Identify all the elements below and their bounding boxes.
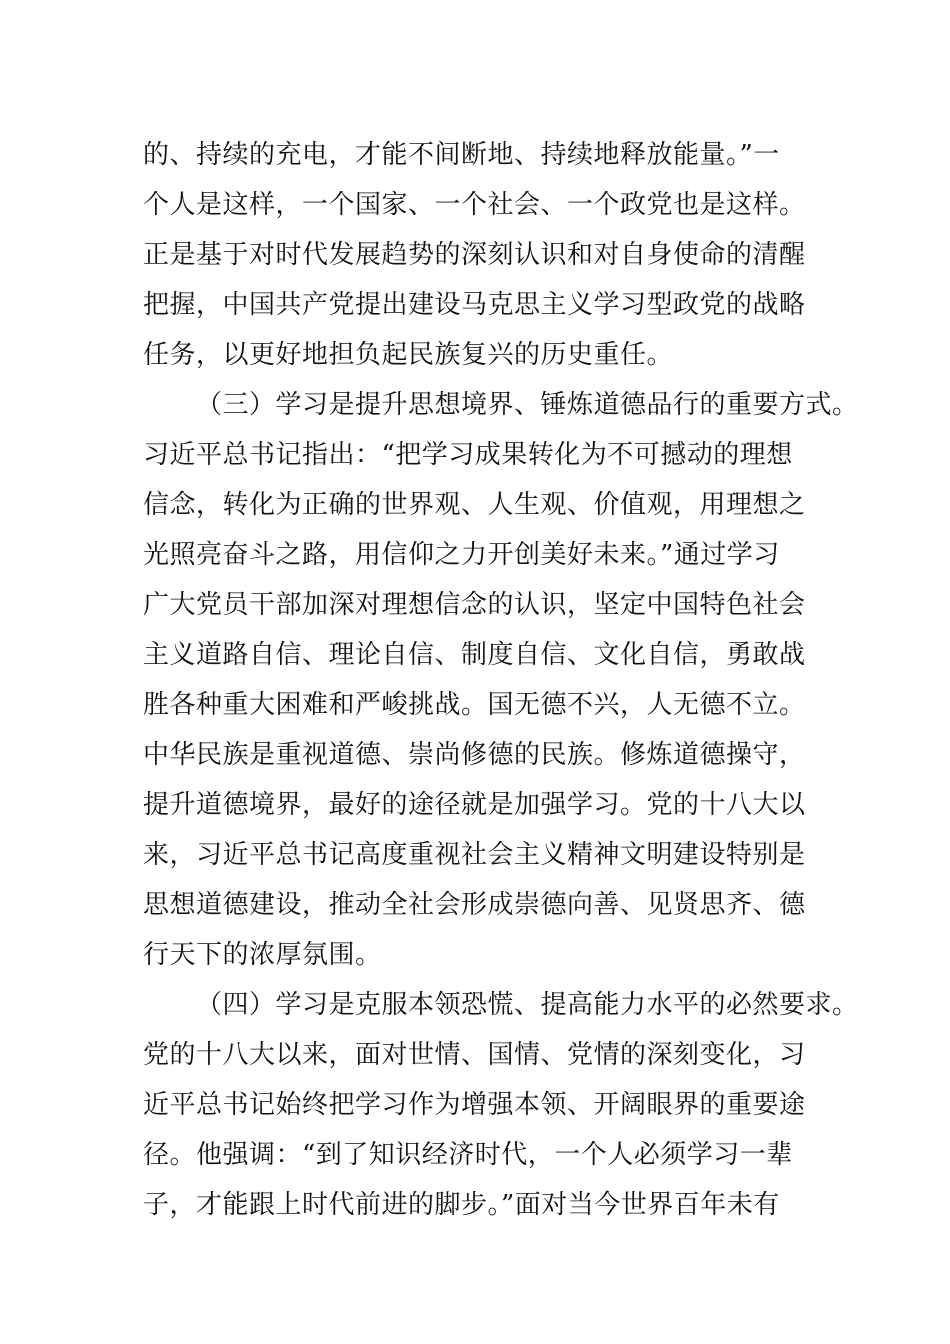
text-line: 正是基于对时代发展趋势的深刻认识和对自身使命的清醒 bbox=[143, 240, 806, 270]
text-line: 信念，转化为正确的世界观、人生观、价值观，用理想之 bbox=[143, 490, 806, 520]
section-heading-four: （四）学习是克服本领恐慌、提高能力水平的必然要求。 bbox=[196, 990, 859, 1020]
section-heading-three: （三）学习是提升思想境界、锤炼道德品行的重要方式。 bbox=[196, 390, 859, 420]
text-line: 提升道德境界，最好的途径就是加强学习。党的十八大以 bbox=[143, 790, 806, 820]
text-line: 径。他强调：“到了知识经济时代，一个人必须学习一辈 bbox=[143, 1140, 793, 1170]
text-line: 党的十八大以来，面对世情、国情、党情的深刻变化，习 bbox=[143, 1040, 806, 1070]
text-line: 行天下的浓厚氛围。 bbox=[143, 940, 382, 970]
text-line: 胜各种重大困难和严峻挑战。国无德不兴，人无德不立。 bbox=[143, 690, 806, 720]
text-line: 思想道德建设，推动全社会形成崇德向善、见贤思齐、德 bbox=[143, 890, 806, 920]
text-line: 广大党员干部加深对理想信念的认识，坚定中国特色社会 bbox=[143, 590, 806, 620]
text-line: 的、持续的充电，才能不间断地、持续地释放能量。”一 bbox=[143, 140, 780, 170]
text-line: 来，习近平总书记高度重视社会主义精神文明建设特别是 bbox=[143, 840, 806, 870]
text-line: 子，才能跟上时代前进的脚步。”面对当今世界百年未有 bbox=[143, 1190, 780, 1220]
text-line: 个人是这样，一个国家、一个社会、一个政党也是这样。 bbox=[143, 190, 806, 220]
text-line: 近平总书记始终把学习作为增强本领、开阔眼界的重要途 bbox=[143, 1090, 806, 1120]
text-line: 习近平总书记指出：“把学习成果转化为不可撼动的理想 bbox=[143, 440, 793, 470]
text-line: 主义道路自信、理论自信、制度自信、文化自信，勇敢战 bbox=[143, 640, 806, 670]
text-line: 光照亮奋斗之路，用信仰之力开创美好未来。”通过学习 bbox=[143, 540, 780, 570]
text-line: 中华民族是重视道德、崇尚修德的民族。修炼道德操守， bbox=[143, 740, 806, 770]
text-line: 把握，中国共产党提出建设马克思主义学习型政党的战略 bbox=[143, 290, 806, 320]
text-line: 任务，以更好地担负起民族复兴的历史重任。 bbox=[143, 340, 674, 370]
